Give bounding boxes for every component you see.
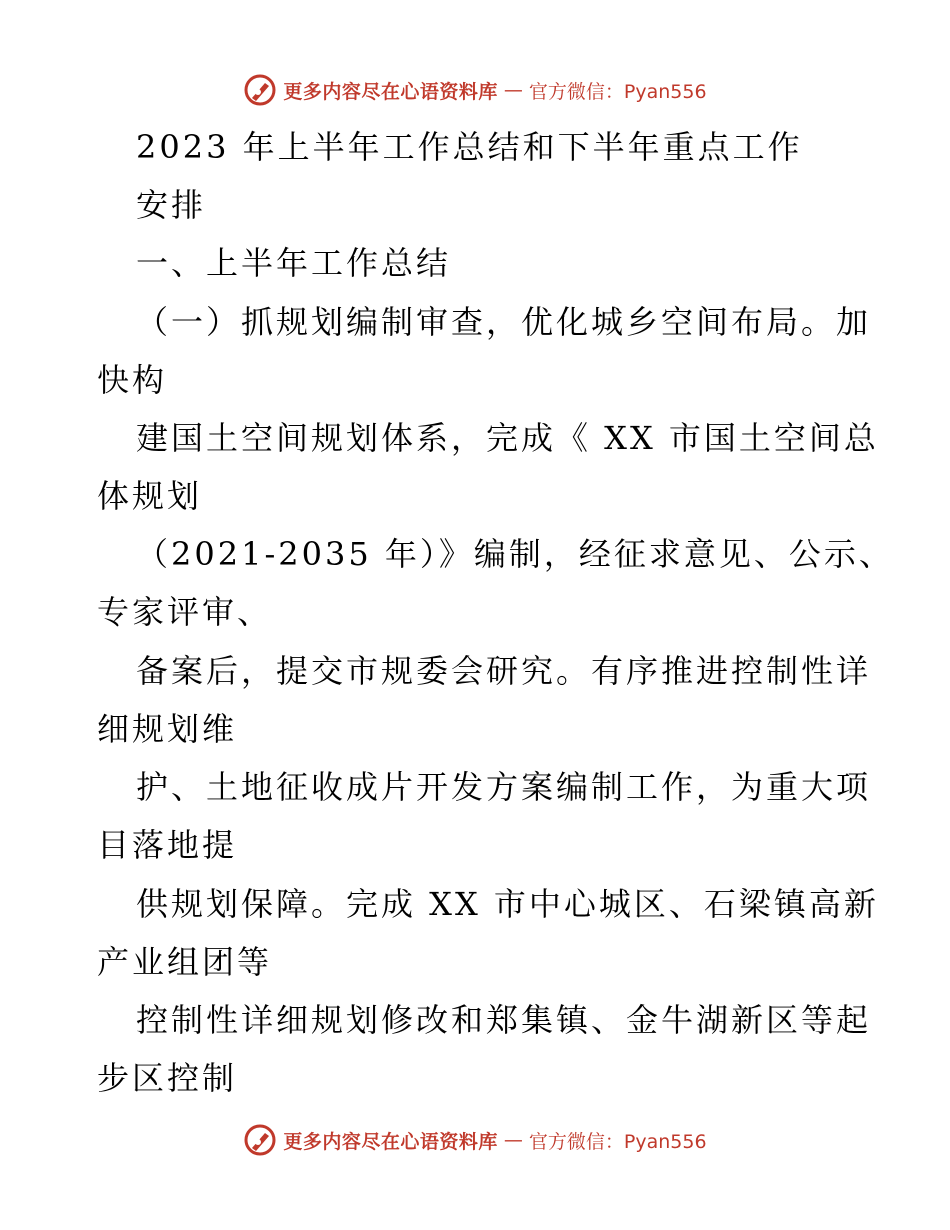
banner-title: 更多内容尽在心语资料库 <box>283 1130 498 1153</box>
pen-logo-icon <box>243 1123 277 1157</box>
paragraph-line: 体规划 <box>97 477 203 515</box>
doc-title-line-2: 安排 <box>136 186 207 224</box>
paragraph-line: （一）抓规划编制审查，优化城乡空间布局。加 <box>136 303 872 341</box>
paragraph-line: 备案后，提交市规委会研究。有序推进控制性详 <box>136 652 872 690</box>
section-heading: 一、上半年工作总结 <box>136 244 452 282</box>
paragraph-line: 产业组团等 <box>97 943 273 981</box>
paragraph-line: 步区控制 <box>97 1059 238 1097</box>
paragraph-line: 细规划维 <box>97 710 238 748</box>
banner-wechat: 官方微信：Pyan556 <box>528 1130 707 1153</box>
paragraph-line: 控制性详细规划修改和郑集镇、金牛湖新区等起 <box>136 1001 872 1039</box>
doc-title-line-1: 2023 年上半年工作总结和下半年重点工作 <box>136 128 803 166</box>
paragraph-line: 供规划保障。完成 XX 市中心城区、石梁镇高新 <box>136 885 879 923</box>
banner-title: 更多内容尽在心语资料库 <box>283 80 498 103</box>
paragraph-line: （2021-2035 年）》编制，经征求意见、公示、 <box>136 535 894 573</box>
paragraph-line: 目落地提 <box>97 826 238 864</box>
footer-banner <box>0 1120 950 1160</box>
paragraph-line: 护、土地征收成片开发方案编制工作，为重大项 <box>136 768 872 806</box>
paragraph-line: 建国土空间规划体系，完成《 XX 市国土空间总 <box>136 419 879 457</box>
paragraph-line: 快构 <box>97 361 168 399</box>
paragraph-line: 专家评审、 <box>97 593 273 631</box>
banner-dash: — <box>503 1129 523 1151</box>
banner-dash: — <box>503 79 523 101</box>
banner-wechat: 官方微信：Pyan556 <box>528 80 707 103</box>
